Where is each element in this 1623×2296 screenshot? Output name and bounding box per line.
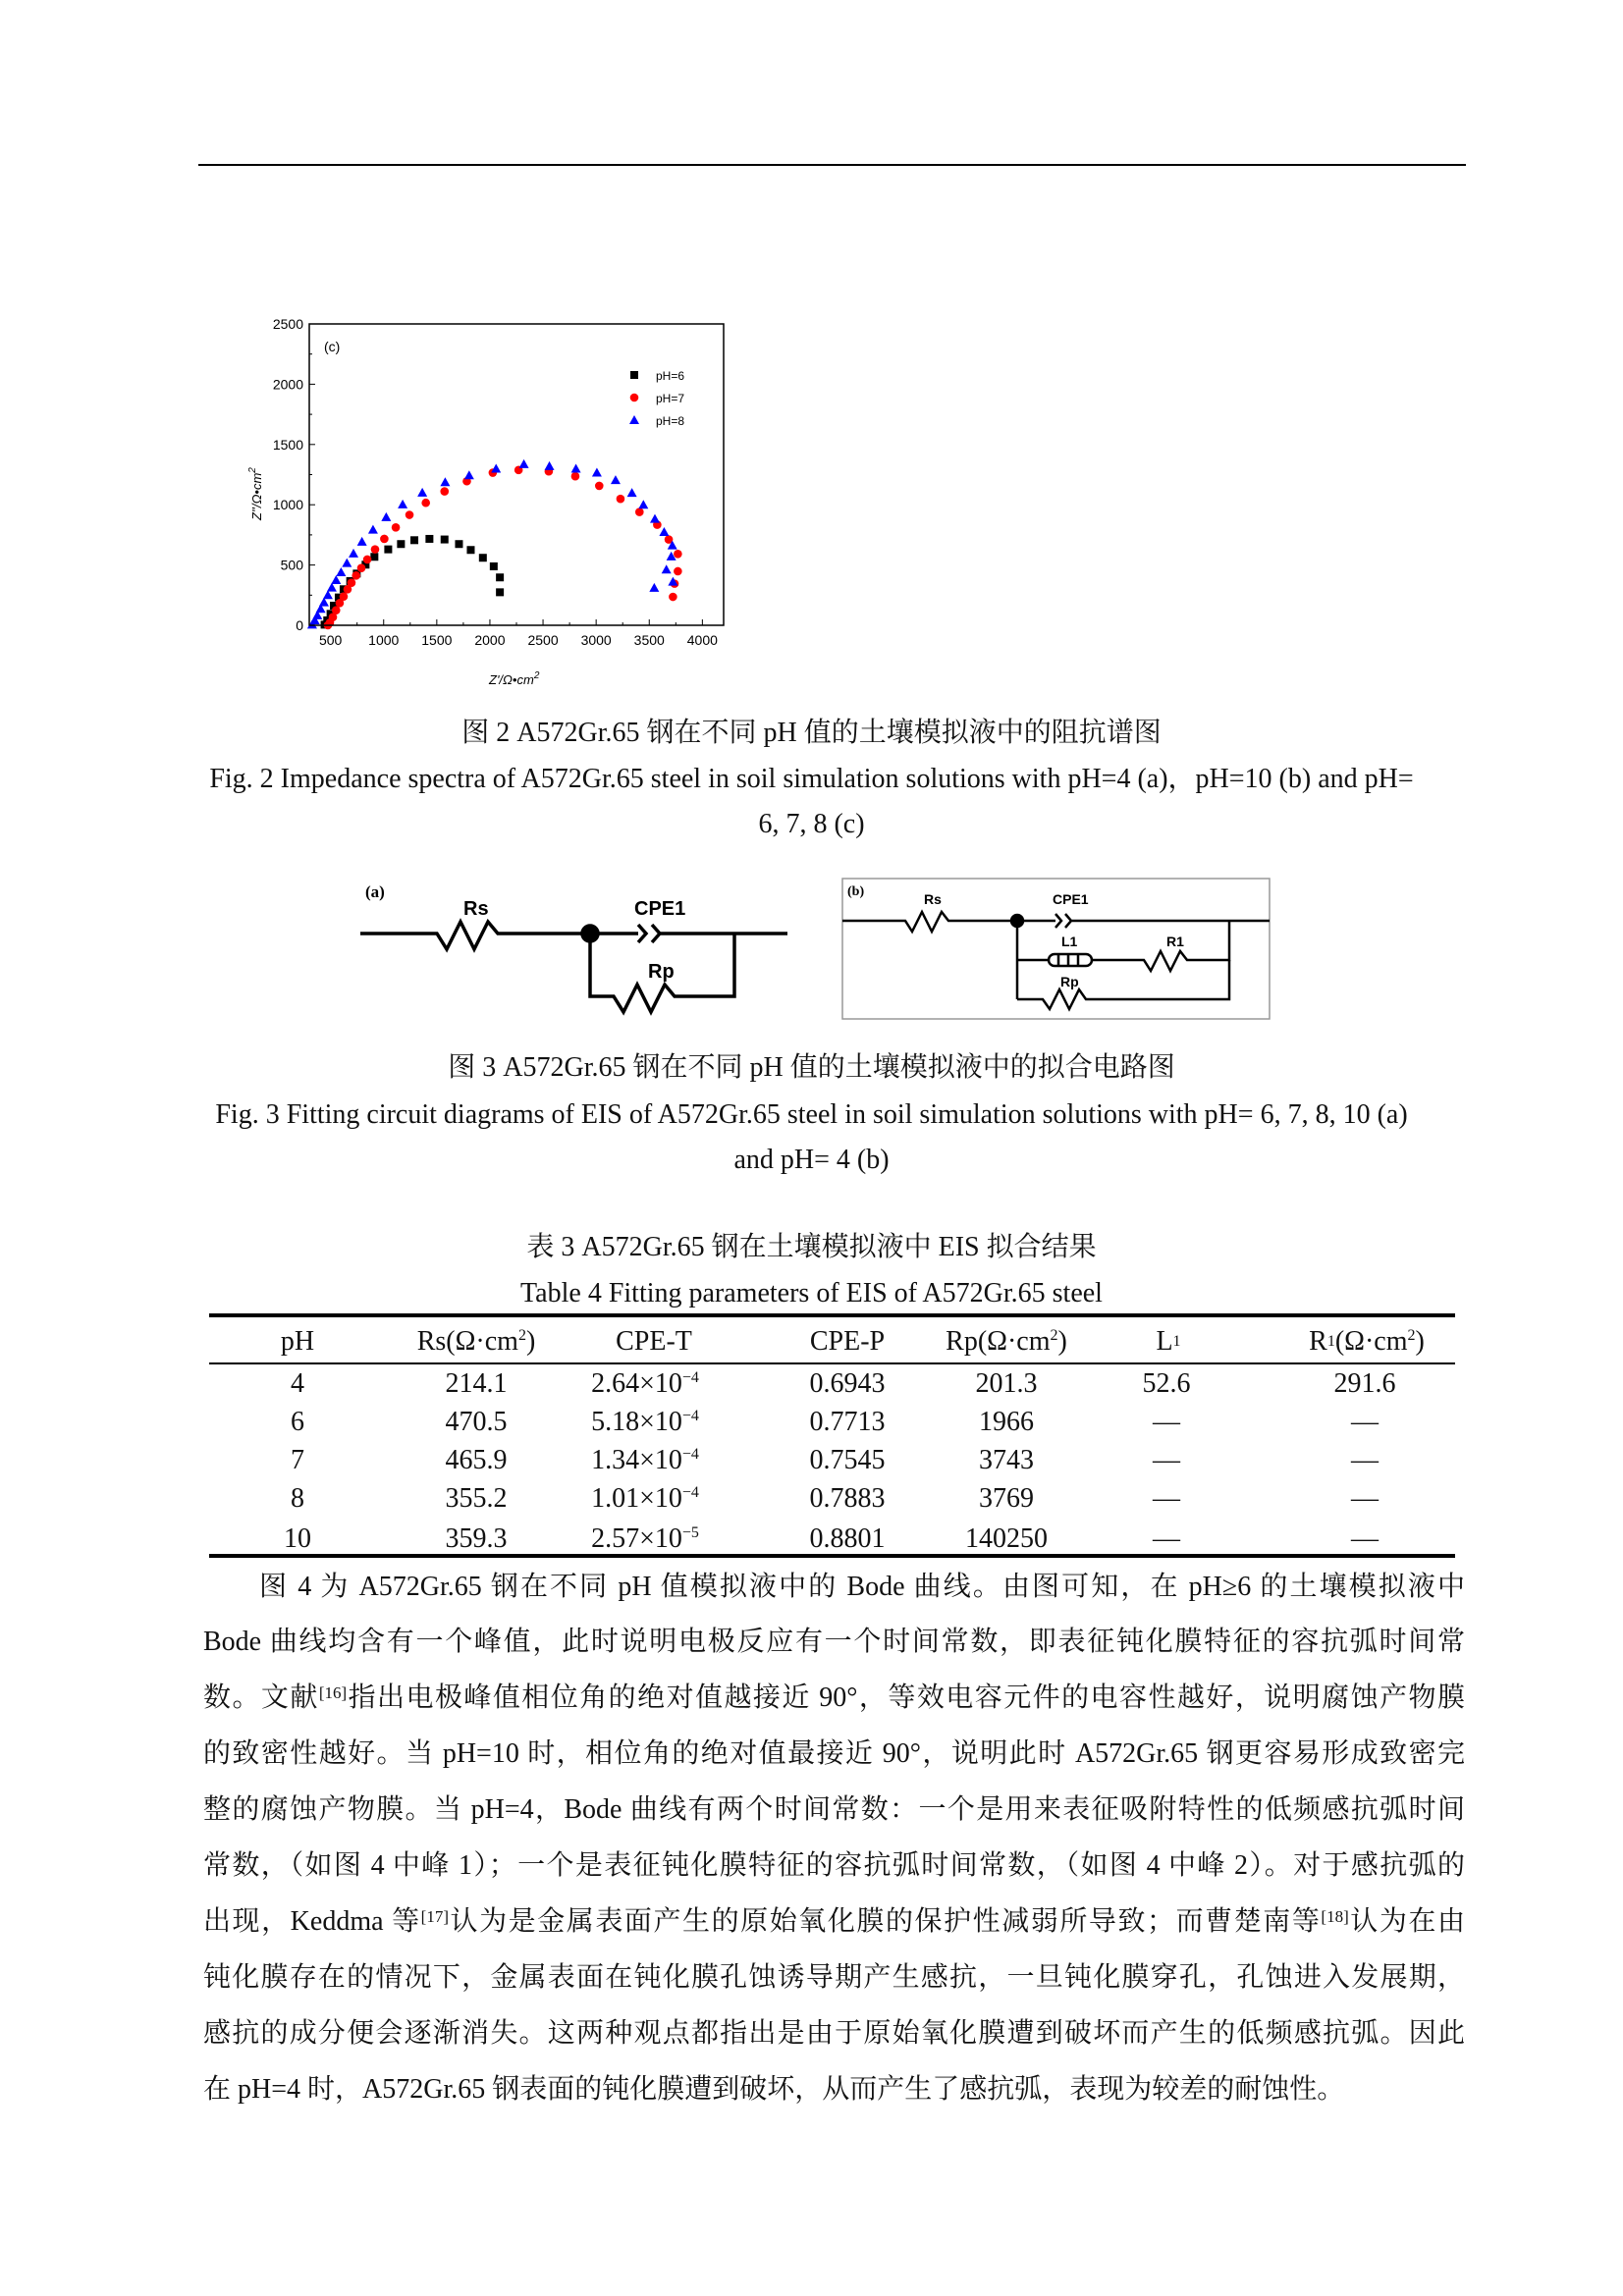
data-point (332, 606, 341, 614)
resistor-rp (1017, 960, 1229, 1009)
y-tick-label: 2000 (272, 376, 303, 393)
inductor-l1 (1049, 954, 1092, 966)
data-point (406, 510, 414, 519)
data-point (349, 549, 358, 558)
table-header-rule (209, 1362, 1455, 1364)
data-point (545, 461, 555, 470)
data-point (650, 514, 660, 523)
circuit-b (842, 879, 1270, 1019)
x-tick-label: 3500 (633, 632, 665, 648)
x-tick-label: 1500 (421, 632, 453, 648)
data-point (649, 583, 659, 592)
citation: [16] (318, 1683, 348, 1702)
cell-r1: — (1351, 1407, 1379, 1437)
cell-cpe-t: $2.64\times 10^{-4}$ (591, 1368, 699, 1399)
series-pH=8 (307, 459, 677, 629)
cell-cpe-p: 0.7545 (809, 1445, 886, 1475)
data-point (496, 588, 504, 596)
citation: [18] (1321, 1907, 1349, 1926)
cell-ph: 4 (291, 1368, 304, 1399)
cell-l1: — (1153, 1523, 1180, 1554)
data-point (440, 477, 450, 486)
paragraph-line: 数。文献[16]指出电极峰值相位角的绝对值越接近 90°，等效电容元件的电容性越好，说明腐蚀产物膜 (203, 1682, 1465, 1713)
cpe-element (1017, 914, 1270, 928)
label-cpe1: CPE1 (1053, 891, 1089, 907)
cell-ph: 8 (291, 1483, 304, 1514)
cell-cpe-t: $5.18\times 10^{-4}$ (591, 1407, 699, 1437)
x-tick-label: 2500 (527, 632, 559, 648)
cpe-element (590, 925, 787, 942)
cell-l1: 52.6 (1142, 1368, 1191, 1399)
data-point (440, 487, 449, 496)
label-cpe1: CPE1 (634, 898, 686, 920)
circuit-diagrams (0, 864, 1623, 1031)
y-tick-label: 0 (296, 617, 303, 633)
data-point (592, 468, 602, 477)
table-caption-cn: 表 3 A572Gr.65 钢在土壤模拟液中 EIS 拟合结果 (526, 1232, 1097, 1262)
circuit-b-label: (b) (847, 884, 865, 899)
legend-label: pH=8 (656, 414, 685, 428)
fig3-caption-en-2: and pH= 4 (b) (733, 1145, 890, 1175)
x-axis-label: $Z'/\Omega•cm^2$ (489, 670, 540, 687)
cell-rp: 140250 (965, 1523, 1048, 1554)
cell-rs: 470.5 (445, 1407, 508, 1437)
fig3-caption-en-1: Fig. 3 Fitting circuit diagrams of EIS of A572Gr.65 steel in soil simulation solutions with pH= 6, 7, 8, 10 (a) (215, 1099, 1408, 1130)
data-point (617, 495, 625, 504)
nyquist-chart (0, 0, 1623, 707)
data-point (464, 470, 474, 479)
header-ph: pH (280, 1326, 315, 1357)
data-point (410, 536, 418, 544)
header-cpe-t: CPE-T (616, 1326, 692, 1357)
legend-label: pH=7 (656, 392, 685, 405)
legend-marker (630, 394, 639, 402)
cell-rs: 359.3 (445, 1523, 508, 1554)
label-rp: Rp (1060, 974, 1079, 989)
data-point (397, 540, 405, 548)
cell-rp: 201.3 (975, 1368, 1038, 1399)
data-point (571, 472, 580, 481)
x-tick-label: 4000 (686, 632, 718, 648)
label-r1: R1 (1166, 934, 1184, 949)
data-point (455, 540, 462, 548)
label-rs: Rs (463, 898, 489, 920)
legend-marker (629, 415, 639, 424)
paragraph-line: Bode 曲线均含有一个峰值，此时说明电极反应有一个时间常数，即表征钝化膜特征的容抗弧时间常 (203, 1627, 1465, 1657)
x-tick-label: 2000 (474, 632, 506, 648)
paragraph-line: 常数，（如图 4 中峰 1）；一个是表征钝化膜特征的容抗弧时间常数，（如图 4 中峰 2）。对于感抗弧的 (203, 1850, 1465, 1881)
x-tick-label: 500 (318, 632, 343, 648)
fig2-caption-en-2: 6, 7, 8 (c) (758, 809, 865, 839)
fig2-caption-cn: 图 2 A572Gr.65 钢在不同 pH 值的土壤模拟液中的阻抗谱图 (461, 718, 1162, 748)
data-point (384, 546, 392, 554)
data-point (370, 553, 378, 561)
label-l1: L1 (1061, 934, 1078, 949)
cell-rp: 3769 (979, 1483, 1034, 1514)
data-point (352, 571, 360, 580)
cell-cpe-t: $2.57\times 10^{-5}$ (591, 1523, 699, 1554)
header-l1: L1 (1156, 1326, 1181, 1357)
y-tick-label: 500 (280, 557, 303, 573)
data-point (363, 556, 372, 564)
data-point (479, 554, 487, 561)
data-point (519, 459, 529, 468)
cell-cpe-p: 0.7713 (809, 1407, 886, 1437)
cell-l1: — (1153, 1483, 1180, 1514)
header-rs: $Rs(\Omega\cdot cm^2)$ (416, 1326, 536, 1357)
data-point (662, 564, 672, 573)
data-point (611, 475, 621, 484)
data-point (659, 527, 669, 536)
x-tick-label: 1000 (368, 632, 400, 648)
data-point (490, 562, 498, 570)
data-point (571, 463, 581, 472)
series-pH=7 (324, 466, 682, 630)
cell-rp: 1966 (979, 1407, 1034, 1437)
cell-l1: — (1153, 1407, 1180, 1437)
data-point (441, 536, 449, 544)
data-point (357, 537, 367, 546)
cell-r1: — (1351, 1445, 1379, 1475)
paragraph-line: 整的腐蚀产物膜。当 pH=4，Bode 曲线有两个时间常数：一个是用来表征吸附特性的低频感抗弧时间 (203, 1794, 1465, 1825)
cell-cpe-t: $1.01\times 10^{-4}$ (591, 1483, 699, 1514)
cell-r1: 291.6 (1333, 1368, 1396, 1399)
data-point (381, 512, 391, 521)
data-point (674, 567, 682, 576)
cell-rp: 3743 (979, 1445, 1034, 1475)
data-point (466, 546, 474, 554)
label-rs: Rs (924, 891, 942, 907)
data-point (595, 482, 604, 491)
inductor-coils (1058, 954, 1078, 966)
y-tick-label: 1500 (272, 436, 303, 453)
fig3-caption-cn: 图 3 A572Gr.65 钢在不同 pH 值的土壤模拟液中的拟合电路图 (448, 1052, 1175, 1083)
cell-ph: 6 (291, 1407, 304, 1437)
paragraph-line: 感抗的成分便会逐渐消失。这两种观点都指出是由于原始氧化膜遭到破坏而产生的低频感抗弧。因此 (203, 2018, 1465, 2049)
cell-ph: 10 (284, 1523, 311, 1554)
header-cpe-p: CPE-P (809, 1326, 886, 1357)
panel-label: (c) (324, 339, 341, 354)
circuit-a-label: (a) (365, 882, 385, 901)
data-point (340, 592, 349, 601)
paragraph-line: 在 pH=4 时，A572Gr.65 钢表面的钝化膜遭到破坏，从而产生了感抗弧，表现为较差的耐蚀性。 (203, 2074, 1345, 2105)
data-point (635, 507, 644, 516)
table-caption-en: Table 4 Fitting parameters of EIS of A572Gr.65 steel (520, 1278, 1103, 1308)
data-point (336, 567, 346, 576)
data-point (398, 500, 407, 508)
data-point (638, 500, 648, 508)
resistor-rs (360, 922, 589, 949)
paragraph-line: 图 4 为 A572Gr.65 钢在不同 pH 值模拟液中的 Bode 曲线。由图可知，在 pH≥6 的土壤模拟液中 (259, 1572, 1465, 1602)
data-point (674, 550, 682, 559)
cell-ph: 7 (291, 1445, 304, 1475)
label-rp: Rp (648, 961, 675, 983)
paragraph-line: 钝化膜存在的情况下，金属表面在钝化膜孔蚀诱导期产生感抗，一旦钝化膜穿孔，孔蚀进入发展期， (203, 1962, 1465, 1993)
data-point (496, 573, 504, 581)
x-tick-label: 3000 (580, 632, 612, 648)
cell-rs: 355.2 (445, 1483, 508, 1514)
y-tick-label: 2500 (272, 316, 303, 332)
header-rp: $Rp(\Omega\cdot cm^2)$ (946, 1326, 1067, 1357)
y-axis-label: $Z''/\Omega•cm^2$ (247, 467, 264, 520)
circuit-a (360, 882, 787, 1012)
cell-r1: — (1351, 1483, 1379, 1514)
data-point (669, 593, 677, 602)
cell-r1: — (1351, 1523, 1379, 1554)
legend-marker (630, 371, 638, 379)
data-point (348, 578, 356, 587)
fig2-caption-en-1: Fig. 2 Impedance spectra of A572Gr.65 steel in soil simulation solutions with pH=4 (a)，pH=10 (b) and pH= (209, 764, 1414, 794)
data-point (371, 545, 380, 554)
cell-rs: 465.9 (445, 1445, 508, 1475)
data-point (380, 535, 389, 544)
data-point (392, 523, 401, 532)
resistor-rs (842, 912, 1016, 932)
cell-rs: 214.1 (445, 1368, 508, 1399)
cell-cpe-p: 0.8801 (809, 1523, 886, 1554)
citation: [17] (420, 1907, 449, 1926)
data-point (417, 488, 427, 497)
data-point (425, 535, 433, 543)
y-tick-label: 1000 (272, 497, 303, 513)
data-point (327, 583, 337, 592)
data-point (627, 488, 637, 497)
data-point (342, 559, 352, 567)
table-top-rule (209, 1313, 1455, 1317)
cell-cpe-p: 0.7883 (809, 1483, 886, 1514)
header-r1: $R1(\Omega\cdot cm^2)$ (1309, 1326, 1425, 1357)
legend-label: pH=6 (656, 369, 685, 383)
data-point (421, 499, 430, 507)
paragraph-line: 出现，Keddma 等[17]认为是金属表面产生的原始氧化膜的保护性减弱所导致；而曹楚南等[18]认为在由 (203, 1906, 1465, 1937)
cell-cpe-p: 0.6943 (809, 1368, 886, 1399)
paragraph-line: 的致密性越好。当 pH=10 时，相位角的绝对值最接近 90°，说明此时 A572Gr.65 钢更容易形成致密完 (203, 1738, 1465, 1769)
cell-cpe-t: $1.34\times 10^{-4}$ (591, 1445, 699, 1475)
data-point (368, 525, 378, 534)
data-point (491, 463, 501, 472)
data-point (357, 563, 366, 572)
data-point (331, 575, 341, 584)
cell-l1: — (1153, 1445, 1180, 1475)
